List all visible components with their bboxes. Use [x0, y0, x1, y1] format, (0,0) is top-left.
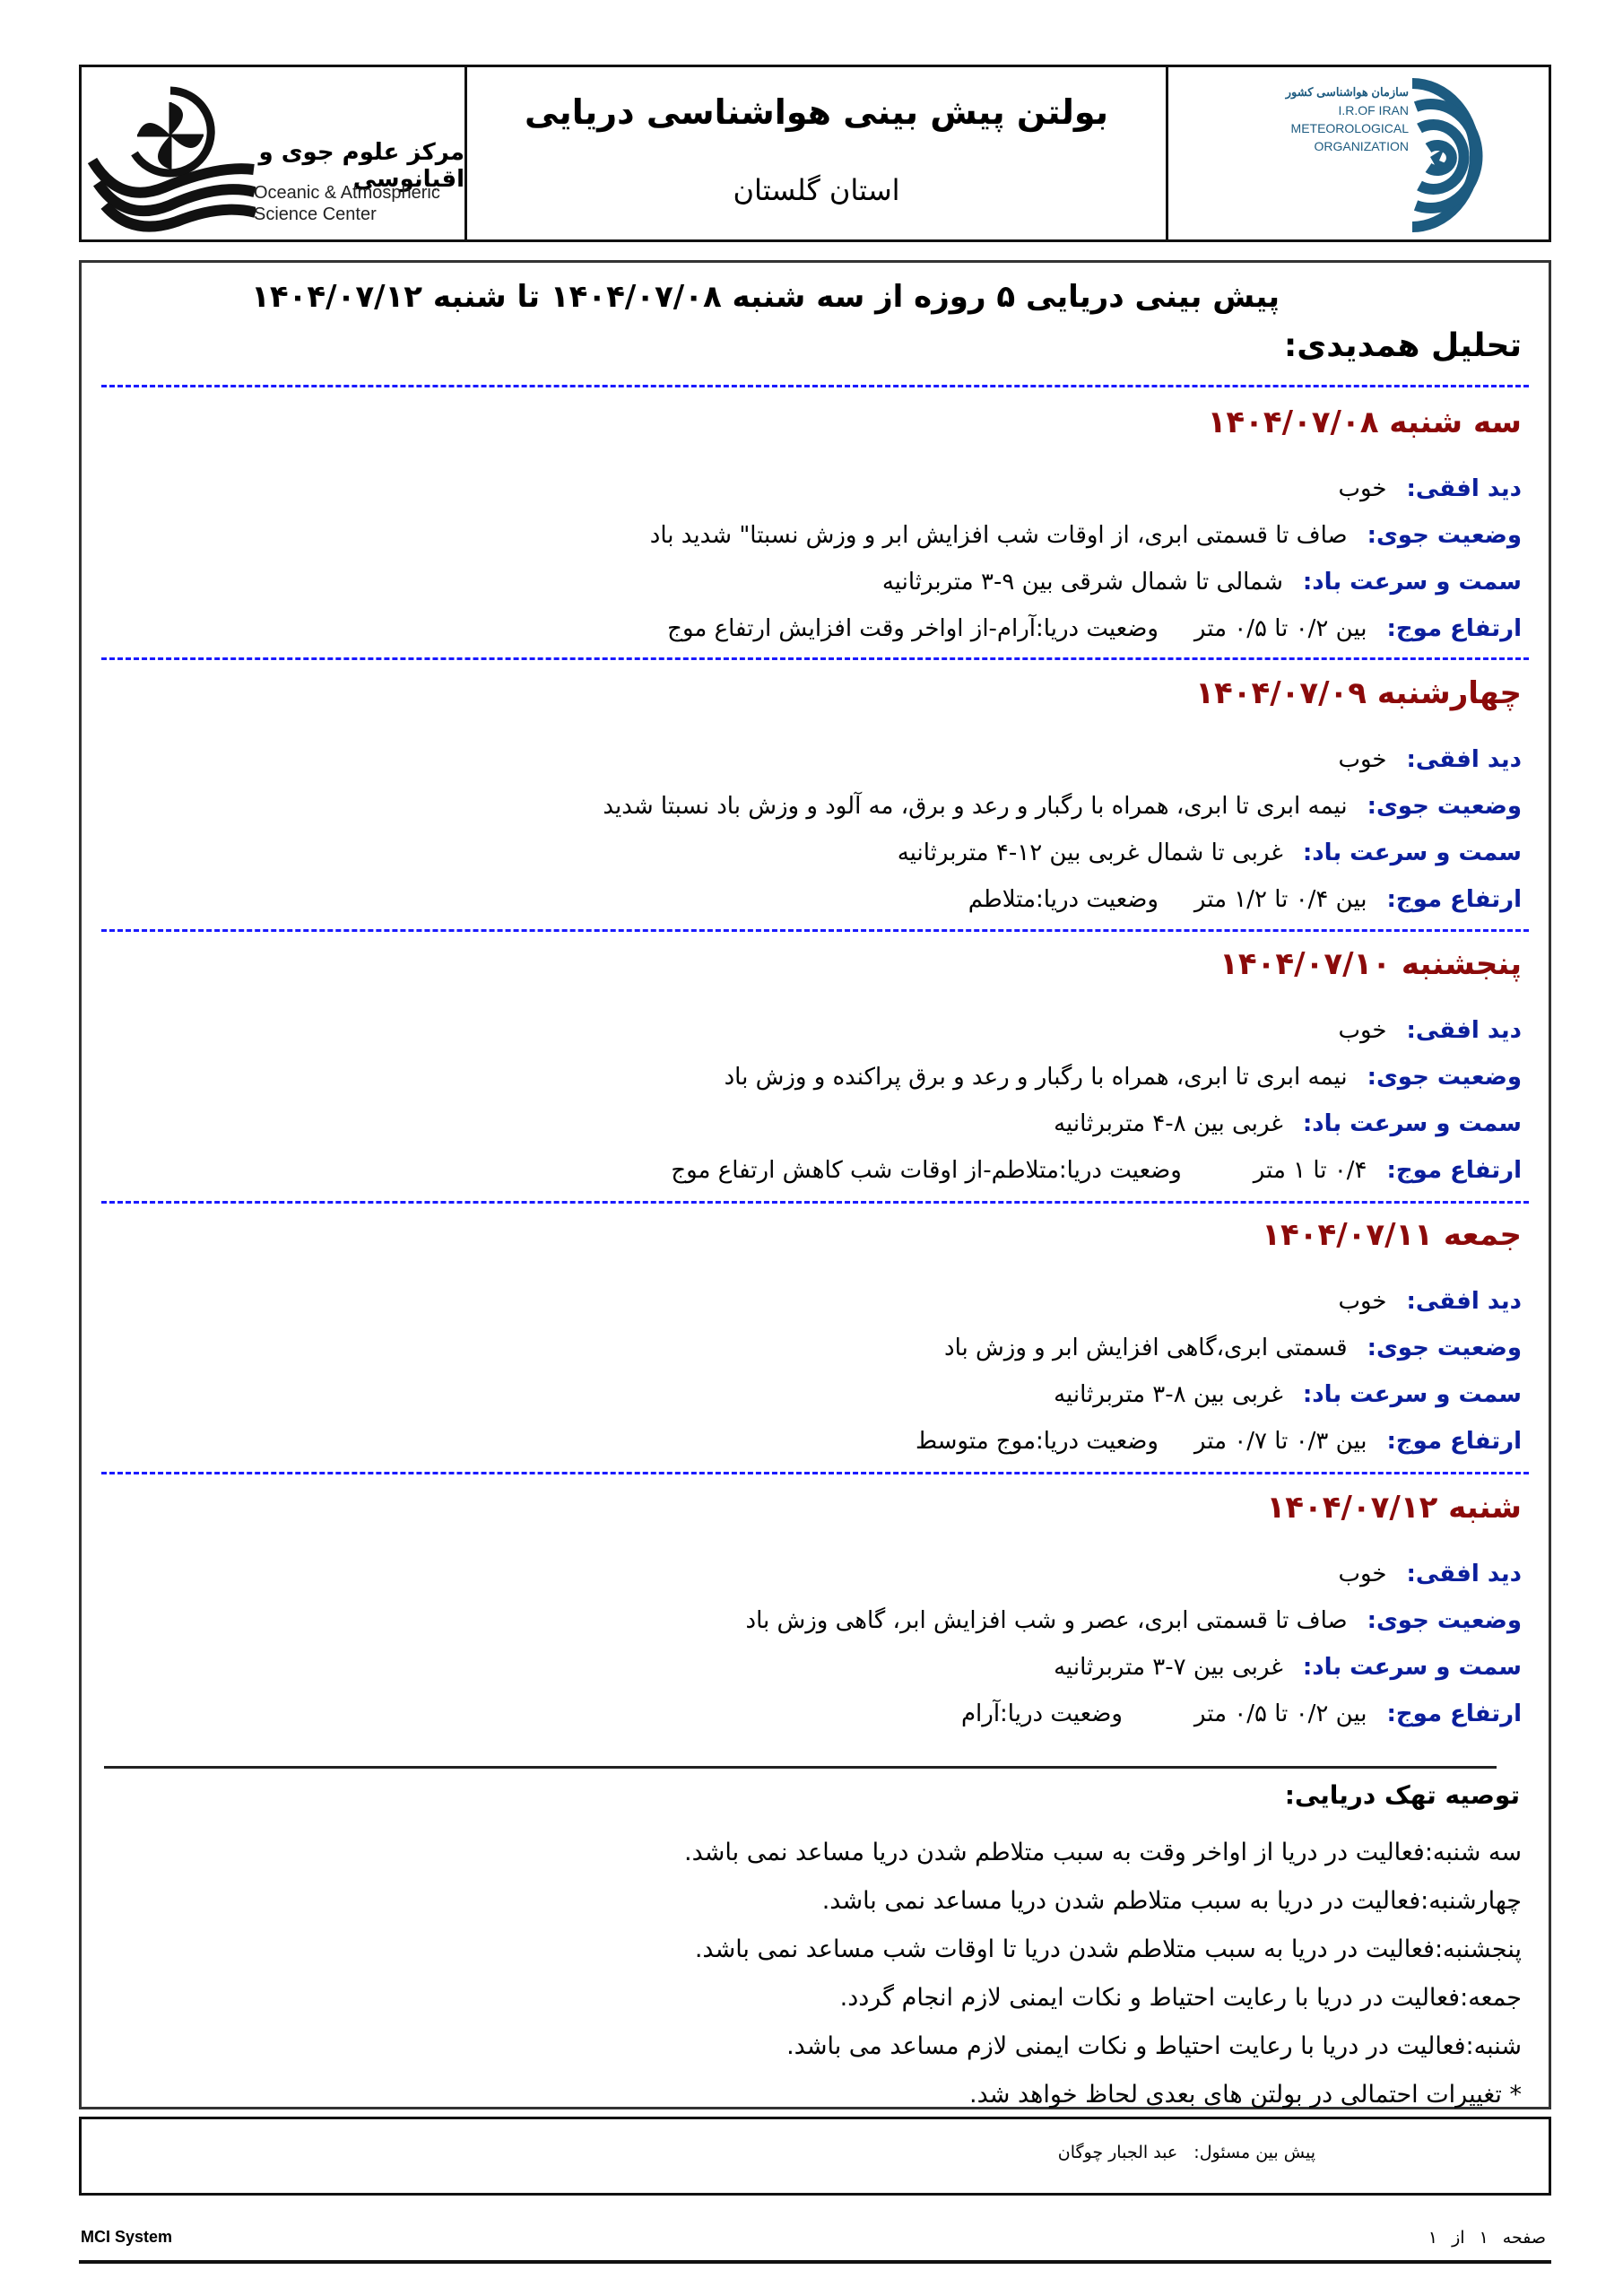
sea-state-value: وضعیت دریا:آرام-از اواخر وقت افزایش ارتفاع موج — [667, 615, 1159, 642]
oasc-name-fa: مرکز علوم جوی و اقیانوسی — [258, 139, 464, 193]
forecast-title: پیش بینی دریایی ۵ روزه از سه شنبه ۱۴۰۴/۰۷/۰۸ تا شنبه ۱۴۰۴/۰۷/۱۲ — [251, 279, 1280, 315]
page-label: صفحه — [1502, 2228, 1546, 2248]
visibility-label: دید افقی: — [1406, 475, 1522, 502]
day-forecast — [108, 1481, 1522, 1737]
dashed-separator — [101, 929, 1529, 932]
forecaster-label: پیش بین مسئول: — [1193, 2143, 1315, 2162]
weather-row — [108, 512, 1522, 559]
visibility-row — [108, 736, 1522, 783]
page-total: ۱ — [1428, 2228, 1438, 2248]
bulletin-title: بولتن پیش بینی هواشناسی دریایی — [524, 92, 1108, 132]
weather-value: صاف تا قسمتی ابری، عصر و شب افزایش ابر، گاهی وزش باد — [745, 1607, 1348, 1634]
day-forecast — [108, 666, 1522, 923]
wind-label: سمت و سرعت باد: — [1302, 1381, 1522, 1408]
footer-rule — [79, 2260, 1551, 2264]
oasc-name-en — [254, 182, 440, 225]
weather-label: وضعیت جوی: — [1367, 1335, 1522, 1361]
wave-row — [108, 1691, 1522, 1737]
forecast-body — [79, 260, 1551, 2109]
wave-value: بین ۰/۲ تا ۰/۵ متر — [1193, 1700, 1367, 1727]
wave-value: ۰/۴ تا ۱ متر — [1253, 1157, 1367, 1184]
day-forecast — [108, 396, 1522, 652]
visibility-row — [108, 1007, 1522, 1054]
visibility-value: خوب — [1338, 1017, 1387, 1044]
oasc-logo — [82, 67, 467, 239]
sea-state-value: وضعیت دریا:متلاطم — [968, 886, 1159, 913]
system-name: MCI System — [81, 2228, 173, 2246]
wave-label: ارتفاع موج: — [1386, 1700, 1522, 1727]
wind-value: غربی بین ۸-۳ متربرثانیه — [1054, 1381, 1283, 1408]
visibility-row — [108, 1551, 1522, 1597]
wind-row — [108, 1644, 1522, 1691]
wind-value: غربی تا شمال غربی بین ۱۲-۴ متربرثانیه — [897, 839, 1283, 866]
visibility-label: دید افقی: — [1406, 1288, 1522, 1315]
forecaster-name: عبد الجبار چوگان — [1057, 2143, 1178, 2162]
weather-label: وضعیت جوی: — [1367, 1064, 1522, 1091]
recommendation-heading: توصیه تهک دریایی: — [1284, 1780, 1520, 1810]
recommendation-note: * تغییرات احتمالی در بولتن های بعدی لحاظ خواهد شد. — [969, 2081, 1522, 2109]
oasc-logo-icon — [85, 71, 256, 241]
page-current: ۱ — [1479, 2228, 1488, 2248]
wind-label: سمت و سرعت باد: — [1302, 1654, 1522, 1681]
irimo-name-fa: سازمان هواشناسی کشور — [1285, 85, 1409, 99]
province-name: استان گلستان — [733, 173, 900, 207]
irimo-logo-icon — [1403, 69, 1538, 239]
visibility-label: دید افقی: — [1406, 1017, 1522, 1044]
oasc-name-en-line2: Science Center — [254, 204, 377, 224]
signature-box — [79, 2117, 1551, 2196]
dashed-separator — [101, 385, 1529, 387]
weather-value: صاف تا قسمتی ابری، از اوقات شب افزایش ابر و وزش نسبتا" شدید باد — [649, 522, 1348, 549]
section-divider — [104, 1766, 1497, 1769]
wind-row — [108, 559, 1522, 605]
wind-row — [108, 1371, 1522, 1418]
wave-value: بین ۰/۲ تا ۰/۵ متر — [1193, 615, 1367, 642]
visibility-label: دید افقی: — [1406, 1561, 1522, 1587]
dashed-separator — [101, 657, 1529, 660]
wind-row — [108, 1100, 1522, 1147]
visibility-label: دید افقی: — [1406, 746, 1522, 773]
wave-row — [108, 876, 1522, 923]
dashed-separator — [101, 1201, 1529, 1204]
day-forecast — [108, 937, 1522, 1194]
bulletin-header — [79, 65, 1551, 242]
weather-row — [108, 1597, 1522, 1644]
wind-label: سمت و سرعت باد: — [1302, 839, 1522, 866]
irimo-line3: ORGANIZATION — [1314, 139, 1409, 153]
wind-label: سمت و سرعت باد: — [1302, 569, 1522, 596]
wave-value: بین ۰/۳ تا ۰/۷ متر — [1193, 1428, 1367, 1455]
wind-value: غربی بین ۸-۴ متربرثانیه — [1054, 1110, 1283, 1137]
day-title: پنجشنبه ۱۴۰۴/۰۷/۱۰ — [1219, 946, 1522, 982]
wind-row — [108, 830, 1522, 876]
wave-label: ارتفاع موج: — [1386, 886, 1522, 913]
visibility-value: خوب — [1338, 475, 1387, 502]
dashed-separator — [101, 1472, 1529, 1474]
wave-row — [108, 1418, 1522, 1465]
recommendation-item: شنبه:فعالیت در دریا با رعایت احتیاط و نکات ایمنی لازم مساعد می باشد. — [786, 2032, 1522, 2060]
header-title-cell — [467, 67, 1168, 239]
weather-label: وضعیت جوی: — [1367, 1607, 1522, 1634]
wave-label: ارتفاع موج: — [1386, 615, 1522, 642]
weather-label: وضعیت جوی: — [1367, 522, 1522, 549]
page-footer — [79, 2228, 1551, 2255]
weather-value: نیمه ابری تا ابری، همراه با رگبار و رعد و برق، مه آلود و وزش باد نسبتا شدید — [603, 793, 1348, 820]
day-title: شنبه ۱۴۰۴/۰۷/۱۲ — [1266, 1490, 1522, 1526]
day-title: چهارشنبه ۱۴۰۴/۰۷/۰۹ — [1195, 675, 1522, 711]
irimo-line2: METEOROLOGICAL — [1290, 121, 1409, 135]
weather-value: نیمه ابری تا ابری، همراه با رگبار و رعد و برق پراکنده و وزش باد — [724, 1064, 1348, 1091]
sea-state-value: وضعیت دریا:متلاطم-از اوقات شب کاهش ارتفاع موج — [671, 1157, 1182, 1184]
irimo-line1: I.R.OF IRAN — [1338, 103, 1409, 117]
weather-row — [108, 783, 1522, 830]
recommendation-list — [117, 1829, 1522, 2119]
wind-value: شمالی تا شمال شرقی بین ۹-۳ متربرثانیه — [881, 569, 1283, 596]
day-forecast — [108, 1208, 1522, 1465]
wave-row — [108, 1147, 1522, 1194]
visibility-value: خوب — [1338, 1561, 1387, 1587]
irimo-text — [1274, 83, 1409, 155]
day-title: جمعه ۱۴۰۴/۰۷/۱۱ — [1262, 1217, 1522, 1253]
visibility-row — [108, 1278, 1522, 1325]
recommendation-item: سه شنبه:فعالیت در دریا از اواخر وقت به سبب متلاطم شدن دریا مساعد نمی باشد. — [684, 1839, 1522, 1866]
wind-label: سمت و سرعت باد: — [1302, 1110, 1522, 1137]
page-of: از — [1452, 2228, 1465, 2248]
weather-row — [108, 1325, 1522, 1371]
forecaster-line — [1058, 2143, 1315, 2162]
weather-value: قسمتی ابری،گاهی افزایش ابر و وزش باد — [944, 1335, 1348, 1361]
wave-row — [108, 605, 1522, 652]
irimo-logo — [1168, 67, 1549, 239]
oasc-name-en-line1: Oceanic & Atmospheric — [254, 183, 440, 203]
page-number — [1414, 2228, 1546, 2248]
wind-value: غربی بین ۷-۳ متربرثانیه — [1054, 1654, 1283, 1681]
visibility-value: خوب — [1338, 1288, 1387, 1315]
recommendation-item: چهارشنبه:فعالیت در دریا به سبب متلاطم شدن دریا مساعد نمی باشد. — [821, 1887, 1522, 1915]
synoptic-analysis-heading: تحلیل همدیدی: — [1283, 327, 1522, 364]
weather-label: وضعیت جوی: — [1367, 793, 1522, 820]
sea-state-value: وضعیت دریا:موج متوسط — [915, 1428, 1159, 1455]
visibility-row — [108, 465, 1522, 512]
wave-label: ارتفاع موج: — [1386, 1157, 1522, 1184]
visibility-value: خوب — [1338, 746, 1387, 773]
wave-label: ارتفاع موج: — [1386, 1428, 1522, 1455]
day-title: سه شنبه ۱۴۰۴/۰۷/۰۸ — [1207, 404, 1522, 440]
recommendation-item: جمعه:فعالیت در دریا با رعایت احتیاط و نکات ایمنی لازم انجام گردد. — [839, 1984, 1522, 2012]
recommendation-item: پنجشنبه:فعالیت در دریا به سبب متلاطم شدن دریا تا اوقات شب مساعد نمی باشد. — [694, 1935, 1522, 1963]
sea-state-value: وضعیت دریا:آرام — [960, 1700, 1123, 1727]
weather-row — [108, 1054, 1522, 1100]
wave-value: بین ۰/۴ تا ۱/۲ متر — [1193, 886, 1367, 913]
